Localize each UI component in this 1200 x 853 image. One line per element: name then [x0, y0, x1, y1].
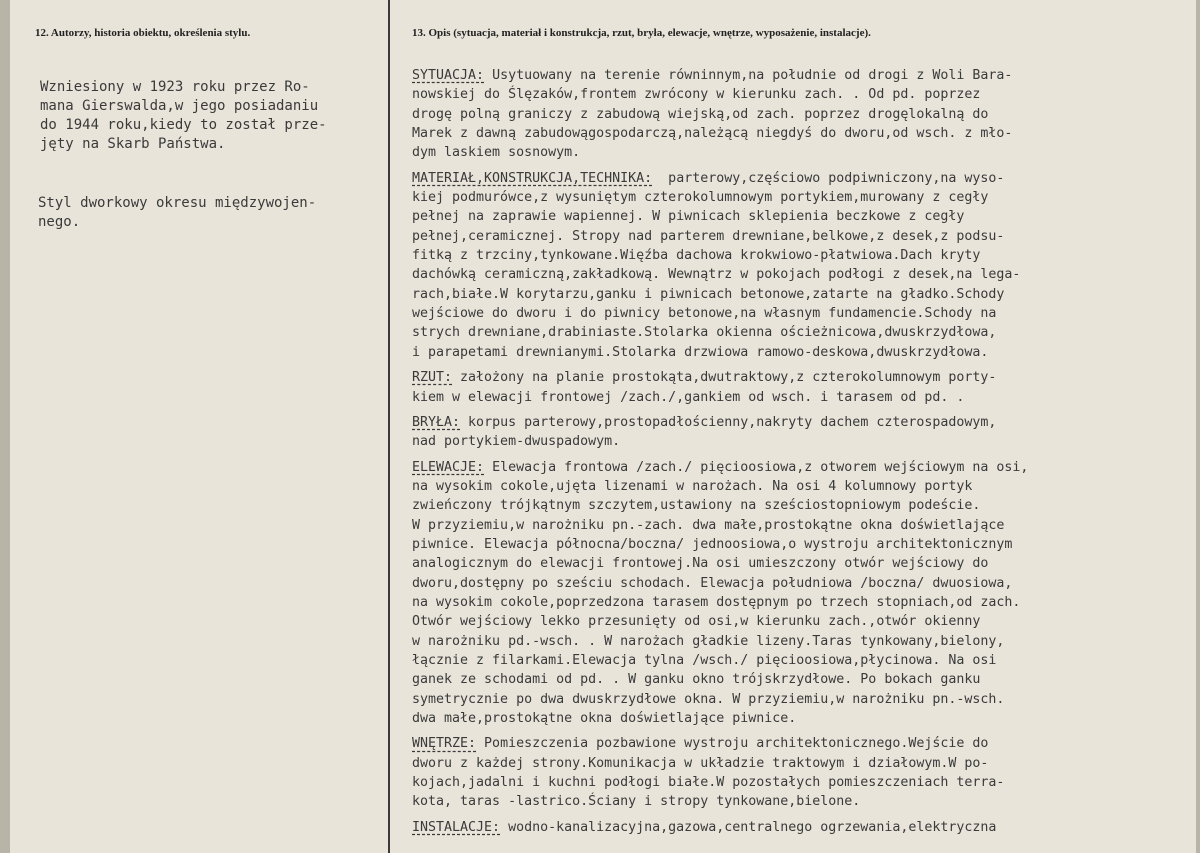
right-column-header: 13. Opis (sytuacja, materiał i konstrukcja, rzut, bryła, elewacje, wnętrze, wyposażenie, instalacje). [412, 27, 871, 39]
section-wnetrze [412, 734, 1200, 811]
section-label: INSTALACJE: [412, 819, 501, 835]
section-label: SYTUACJA: [412, 68, 485, 83]
section-line: na wysokim cokole,ujęta lizenami w narożach. Na osi 4 kolumnowy portyk [412, 478, 973, 494]
section-line: dwa małe,prostokątne okna doświetlające piwnice. [412, 711, 797, 726]
section-line: analogicznym do elewacji frontowej.Na osi umieszczony otwór wejściowy do [412, 556, 989, 572]
section-line [412, 458, 1200, 477]
section-line: wejściowe do dworu i do piwnicy betonowe,na własnym fundamencie.Schody na [412, 306, 997, 322]
section-line [412, 66, 1200, 85]
section-sytuacja [412, 66, 1200, 163]
history-line: Wzniesiony w 1923 roku przez Ro- [40, 79, 310, 95]
section-line: pełnej,ceramicznej. Stropy nad parterem drewniane,belkowe,z desek,z podsu- [412, 228, 1005, 244]
section-line: łącznie z filarkami.Elewacja tylna /wsch./ pięcioosiowa,płycinowa. Na osi [412, 652, 997, 668]
section-line: i parapetami drewnianymi.Stolarka drzwiowa ramowo-deskowa,dwuskrzydłowa. [412, 344, 989, 360]
line-text: parterowy,częściowo podpiwniczony,na wyso- [652, 170, 1005, 186]
section-line [412, 413, 1200, 432]
section-line: kiej podmurówce,z wysuniętym czterokolumnowym portykiem,murowany z cegły [412, 190, 989, 206]
section-bryla [412, 413, 1200, 452]
section-line: kiem w elewacji frontowej /zach./,gankiem od wsch. i tarasem od pd. . [412, 389, 965, 405]
line-text: wodno-kanalizacyjna,gazowa,centralnego ogrzewania,elektryczna [500, 819, 997, 835]
section-line: dym laskiem sosnowym. [412, 145, 581, 161]
section-line: dworu,dostępny po sześciu schodach. Elewacja południowa /boczna/ dwuosiowa, [412, 575, 1013, 591]
section-line [412, 818, 1200, 837]
line-text: Pomieszczenia pozbawione wystroju architektonicznego.Wejście do [476, 736, 989, 752]
column-divider [388, 0, 390, 853]
style-text [38, 194, 388, 232]
section-material [412, 169, 1200, 362]
section-line: Otwór wejściowy lekko przesunięty od osi,w kierunku zach.,otwór okienny [412, 614, 981, 630]
section-line: ganek ze schodami od pd. . W ganku okno trójskrzydłowe. Po bokach ganku [412, 672, 981, 688]
line-text: Usytuowany na terenie równinnym,na południe od drogi z Woli Bara- [484, 68, 1013, 83]
section-instalacje [412, 818, 1200, 837]
section-line: nad portykiem-dwuspadowym. [412, 434, 621, 450]
line-text: Elewacja frontowa /zach./ pięcioosiowa,z otworem wejściowym na osi, [484, 459, 1029, 475]
section-line: W przyziemiu,w narożniku pn.-zach. dwa małe,prostokątne okna doświetlające [412, 517, 1005, 533]
section-line: drogę polną graniczy z zabudową wiejską,od zach. poprzez drogęlokalną do [412, 106, 989, 122]
section-line: Marek z dawną zabudowągospodarczą,należącą niegdyś do dworu,od wsch. z mło- [412, 126, 1013, 142]
section-line [412, 368, 1200, 387]
section-line: fitką z trzciny,tynkowane.Więźba dachowa krokwiowo-płatwiowa.Dach kryty [412, 248, 981, 264]
section-label: ELEWACJE: [412, 459, 485, 475]
history-line: jęty na Skarb Państwa. [40, 136, 226, 152]
style-line: nego. [38, 214, 81, 230]
section-label: WNĘTRZE: [412, 736, 477, 752]
section-line: na wysokim cokole,poprzedzona tarasem dostępnym po trzech stopniach,od zach. [412, 594, 1021, 610]
section-line [412, 169, 1200, 188]
section-line: w narożniku pd.-wsch. . W narożach gładkie lizeny.Taras tynkowany,bielony, [412, 633, 1005, 649]
section-line: rach,białe.W korytarzu,ganku i piwnicach betonowe,zatarte na gładko.Schody [412, 286, 1005, 302]
line-text: założony na planie prostokąta,dwutraktowy,z czterokolumnowym porty- [452, 370, 997, 386]
left-column-header: 12. Autorzy, historia obiektu, określenia stylu. [35, 27, 251, 39]
history-text [40, 78, 390, 154]
section-line: kota, taras -lastrico.Ściany i stropy tynkowane,bielone. [412, 794, 861, 810]
section-line: nowskiej do Ślęzaków,frontem zwrócony w kierunku zach. . Od pd. poprzez [412, 87, 981, 103]
style-line: Styl dworkowy okresu międzywojen- [38, 195, 317, 211]
section-line [412, 734, 1200, 753]
history-line: do 1944 roku,kiedy to został prze- [40, 117, 327, 133]
section-line: dworu z każdej strony.Komunikacja w układzie traktowym i działowym.W po- [412, 755, 989, 771]
section-line: dachówką ceramiczną,zakładkową. Wewnątrz w pokojach podłogi z desek,na lega- [412, 267, 1021, 283]
section-line: zwieńczony trójkątnym szczytem,ustawiony na sześciostopniowym podeście. [412, 498, 981, 514]
line-text: korpus parterowy,prostopadłościenny,nakryty dachem czterospadowym, [460, 414, 997, 430]
history-line: mana Gierswalda,w jego posiadaniu [40, 98, 319, 114]
section-label: RZUT: [412, 370, 453, 386]
section-line: piwnice. Elewacja północna/boczna/ jednoosiowa,o wystroju architektonicznym [412, 536, 1013, 552]
document-sheet [10, 0, 1196, 853]
section-line: pełnej na zaprawie wapiennej. W piwnicach sklepienia beczkowe z cegły [412, 209, 965, 225]
section-label: BRYŁA: [412, 414, 461, 430]
section-label: MATERIAŁ,KONSTRUKCJA,TECHNIKA: [412, 170, 653, 186]
section-line: symetrycznie po dwa dwuskrzydłowe okna. W przyziemiu,w narożniku pn.-wsch. [412, 691, 1005, 707]
section-elewacje [412, 458, 1200, 729]
section-rzut [412, 368, 1200, 407]
section-line: strych drewniane,drabiniaste.Stolarka okienna ościeżnicowa,dwuskrzydłowa, [412, 325, 997, 341]
section-line: kojach,jadalni i kuchni podłogi białe.W pozostałych pomieszczeniach terra- [412, 775, 1005, 791]
description-area [412, 66, 1200, 843]
